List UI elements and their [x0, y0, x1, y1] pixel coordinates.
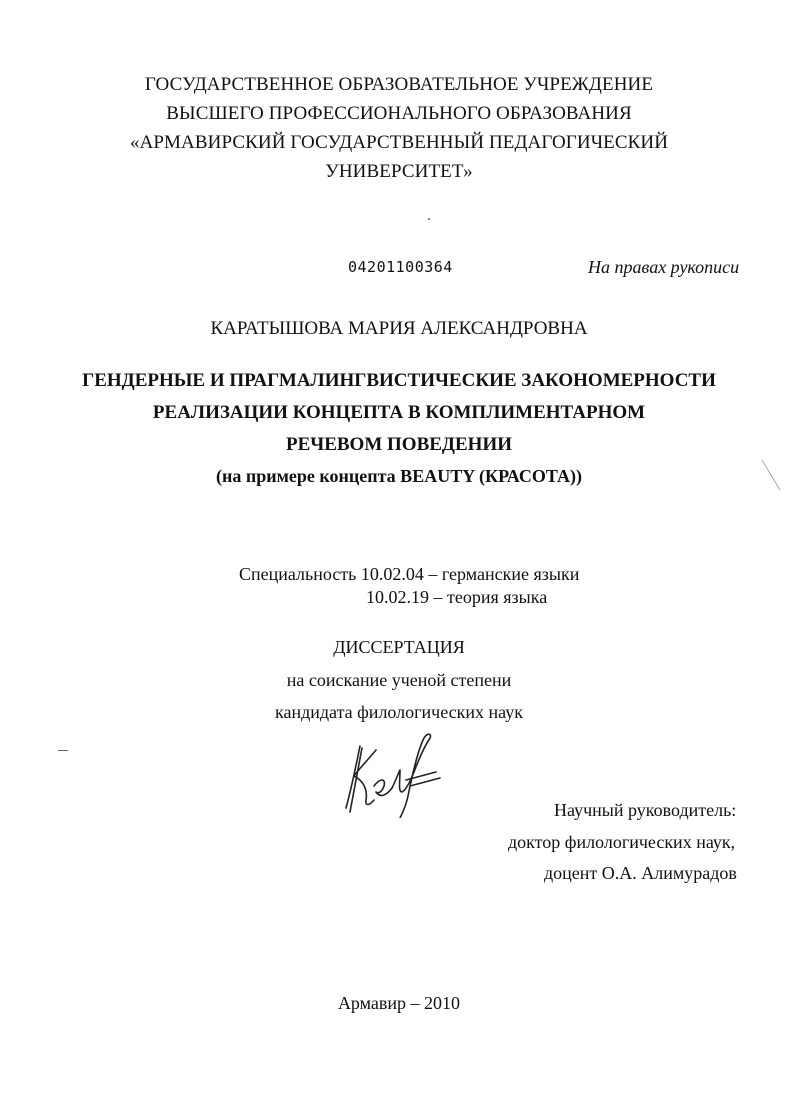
degree-line-2: кандидата филологических наук: [275, 702, 523, 722]
supervisor-degree: доктор филологических наук,: [508, 832, 736, 852]
institution-line-4: УНИВЕРСИТЕТ»: [325, 161, 473, 182]
title-line-2: РЕАЛИЗАЦИИ КОНЦЕПТА В КОМПЛИМЕНТАРНОМ: [152, 402, 646, 423]
title-line-4: (на примере концепта BEAUTY (КРАСОТА)): [216, 466, 582, 486]
margin-mark: [58, 750, 68, 751]
institution-line-2: ВЫСШЕГО ПРОФЕССИОНАЛЬНОГО ОБРАЗОВАНИЯ: [166, 103, 632, 124]
supervisor-label: Научный руководитель:: [554, 800, 737, 820]
scan-mark-icon: [760, 458, 784, 494]
author-name: КАРАТЫШОВА МАРИЯ АЛЕКСАНДРОВНА: [210, 318, 588, 339]
scan-speck: [428, 218, 430, 220]
specialty-line-2: 10.02.19 – теория языка: [366, 587, 548, 607]
document-type: ДИССЕРТАЦИЯ: [333, 637, 465, 657]
title-line-1: ГЕНДЕРНЫЕ И ПРАГМАЛИНГВИСТИЧЕСКИЕ ЗАКОНОМЕРНОСТИ: [82, 370, 716, 391]
institution-line-3: «АРМАВИРСКИЙ ГОСУДАРСТВЕННЫЙ ПЕДАГОГИЧЕСКИЙ: [129, 132, 669, 153]
title-line-3: РЕЧЕВОМ ПОВЕДЕНИИ: [285, 434, 512, 455]
city-year: Армавир – 2010: [337, 993, 461, 1013]
supervisor-name: доцент О.А. Алимурадов: [544, 863, 737, 883]
specialty-line-1: Специальность 10.02.04 – германские языки: [239, 564, 580, 584]
handwritten-signature-icon: [336, 726, 446, 818]
registration-number: 04201100364: [348, 258, 453, 276]
institution-line-1: ГОСУДАРСТВЕННОЕ ОБРАЗОВАТЕЛЬНОЕ УЧРЕЖДЕНИЕ: [144, 74, 654, 95]
degree-line-1: на соискание ученой степени: [286, 670, 512, 690]
manuscript-note: На правах рукописи: [588, 257, 740, 277]
